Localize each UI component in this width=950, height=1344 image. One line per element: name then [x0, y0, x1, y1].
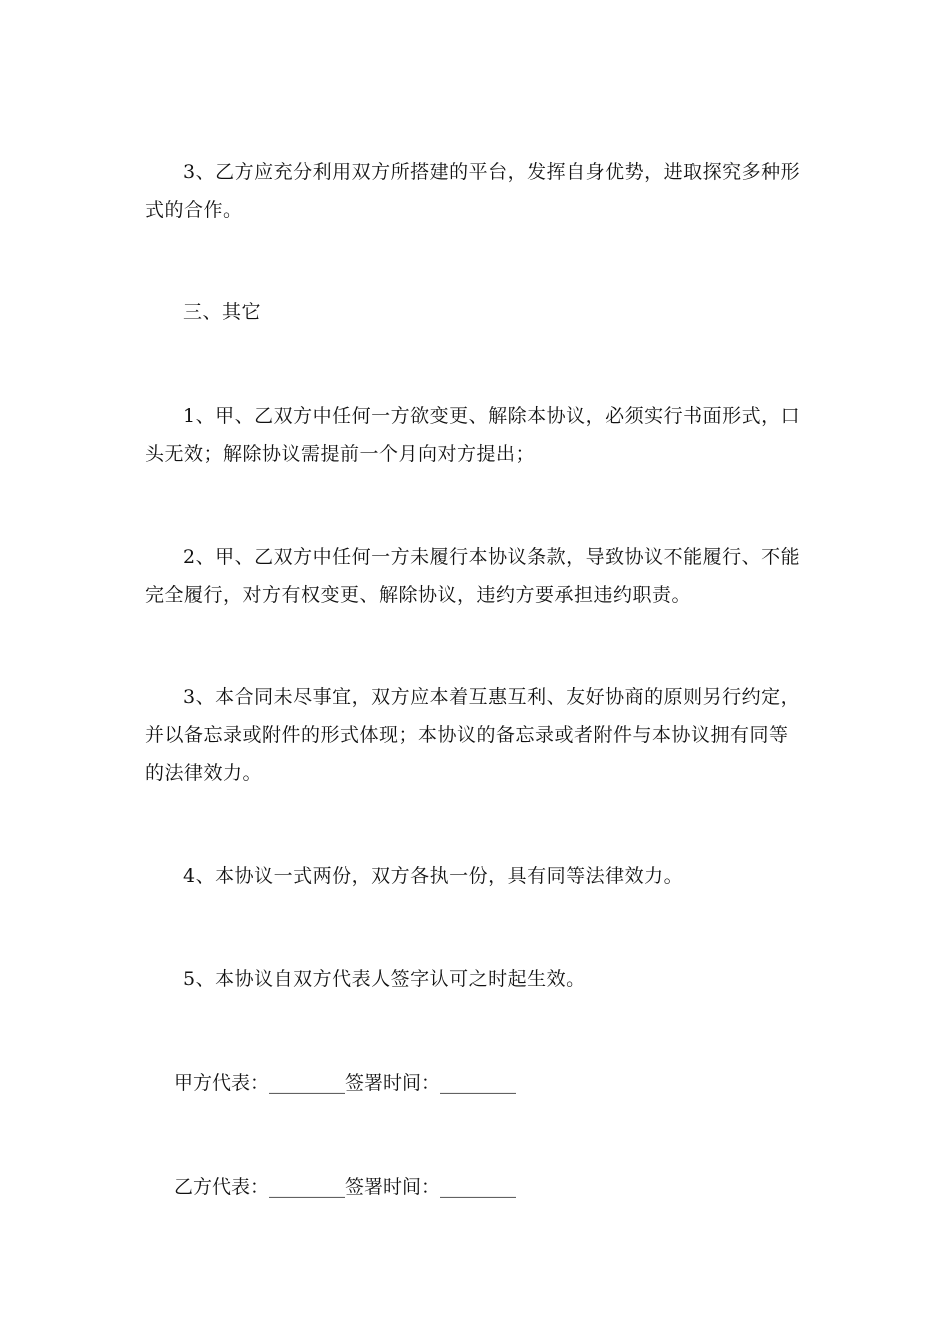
party-a-signature-line: 甲方代表：________签署时间：________ — [174, 1072, 517, 1094]
party-b-signature-line: 乙方代表：________签署时间：________ — [174, 1176, 517, 1198]
clause-2-breach: 2、甲、乙双方中任何一方未履行本协议条款，导致协议不能履行、不能完全履行，对方有权变更、解除协议，违约方要承担违约职责。 — [145, 546, 801, 606]
clause-4-copies: 4、本协议一式两份，双方各执一份，具有同等法律效力。 — [183, 865, 684, 887]
clause-5-effective: 5、本协议自双方代表人签字认可之时起生效。 — [183, 968, 586, 990]
section-heading-other: 三、其它 — [183, 301, 262, 323]
clause-cooperation-platform: 3、乙方应充分利用双方所搭建的平台，发挥自身优势，进取探究多种形式的合作。 — [145, 161, 801, 221]
clause-3-unresolved-matters: 3、本合同未尽事宜，双方应本着互惠互利、友好协商的原则另行约定，并以备忘录或附件的形式体现；本协议的备忘录或者附件与本协议拥有同等的法律效力。 — [145, 686, 801, 784]
clause-1-modification: 1、甲、乙双方中任何一方欲变更、解除本协议，必须实行书面形式，口头无效；解除协议需提前一个月向对方提出； — [145, 405, 801, 465]
